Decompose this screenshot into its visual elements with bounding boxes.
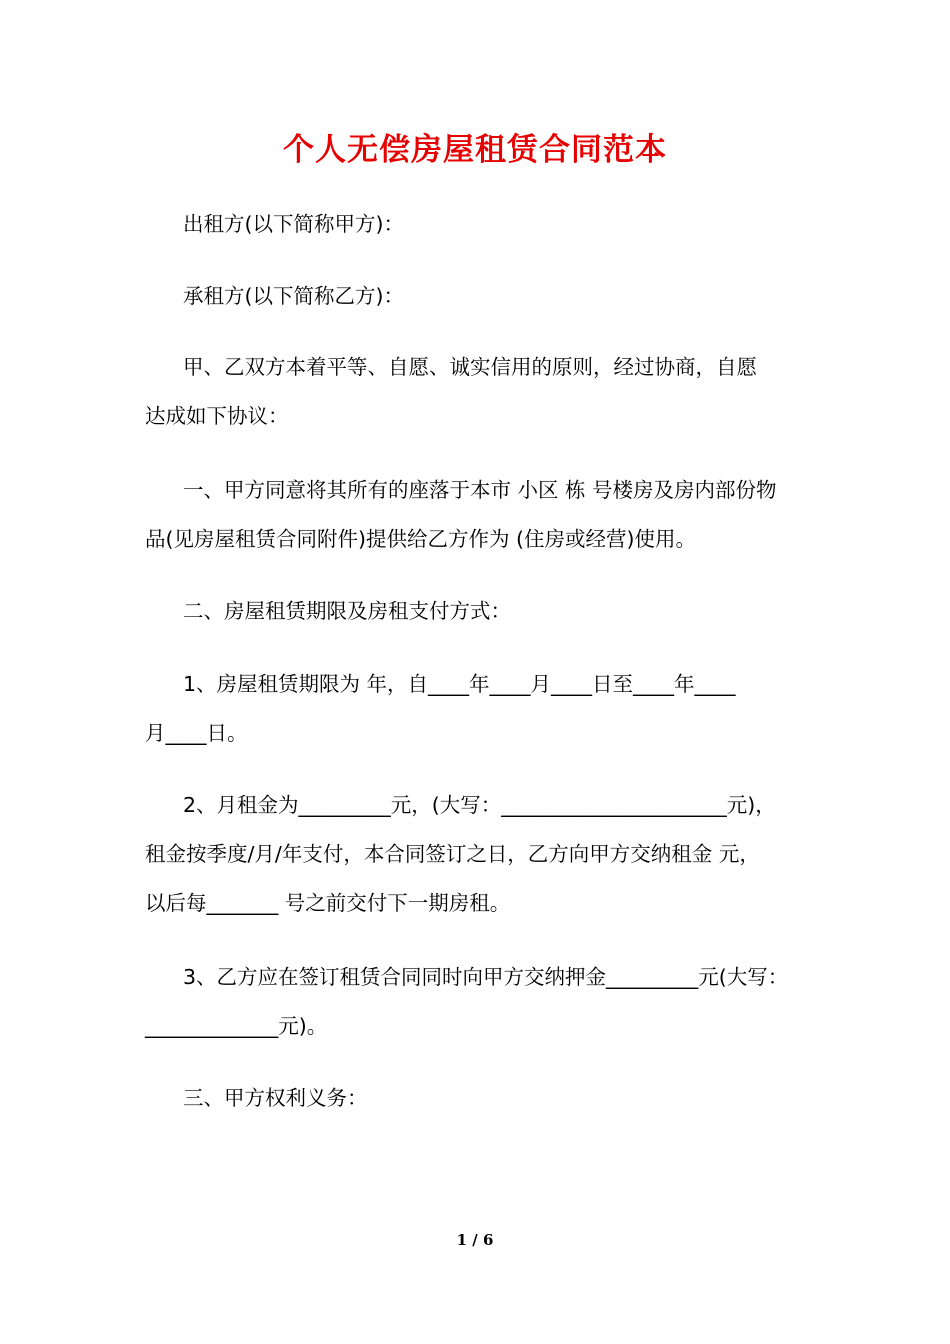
paragraph-lessor (145, 200, 805, 249)
paragraph-line: 二、房屋租赁期限及房租支付方式： (183, 599, 511, 623)
paragraph-line: 甲、乙双方本着平等、自愿、诚实信用的原则，经过协商，自愿 (183, 355, 757, 379)
paragraph-line: _____________元)。 (145, 1014, 328, 1038)
paragraph-clause-1 (145, 466, 805, 564)
paragraph-line: 承租方(以下简称乙方)： (183, 284, 404, 308)
paragraph-preamble (145, 343, 805, 441)
paragraph-line: 以后每_______ 号之前交付下一期房租。 (145, 891, 511, 915)
paragraph-lessee (145, 272, 805, 321)
paragraph-clause-3-heading (145, 1074, 805, 1123)
paragraph-line: 3、乙方应在签订租赁合同同时向甲方交纳押金_________元(大写： (183, 965, 789, 989)
paragraph-line: 月____日。 (145, 721, 248, 745)
document-title: 个人无偿房屋租赁合同范本 (283, 132, 667, 168)
paragraph-line: 品(见房屋租赁合同附件)提供给乙方作为 (住房或经营)使用。 (145, 527, 697, 551)
paragraph-deposit (145, 953, 805, 1051)
paragraph-line: 达成如下协议： (145, 404, 289, 428)
paragraph-line: 1、房屋租赁期限为 年，自____年____月____日至____年____ (183, 672, 736, 696)
paragraph-rent (145, 781, 805, 928)
paragraph-clause-2-heading (145, 587, 805, 636)
paragraph-line: 租金按季度/月/年支付，本合同签订之日，乙方向甲方交纳租金 元， (145, 842, 760, 866)
paragraph-line: 三、甲方权利义务： (183, 1086, 368, 1110)
paragraph-line: 2、月租金为_________元，(大写：______________________元)， (183, 793, 776, 817)
paragraph-line: 出租方(以下简称甲方)： (183, 212, 404, 236)
page-number: 1 / 6 (456, 1231, 494, 1249)
paragraph-term (145, 660, 805, 758)
paragraph-line: 一、甲方同意将其所有的座落于本市 小区 栋 号楼房及房内部份物 (183, 478, 777, 502)
